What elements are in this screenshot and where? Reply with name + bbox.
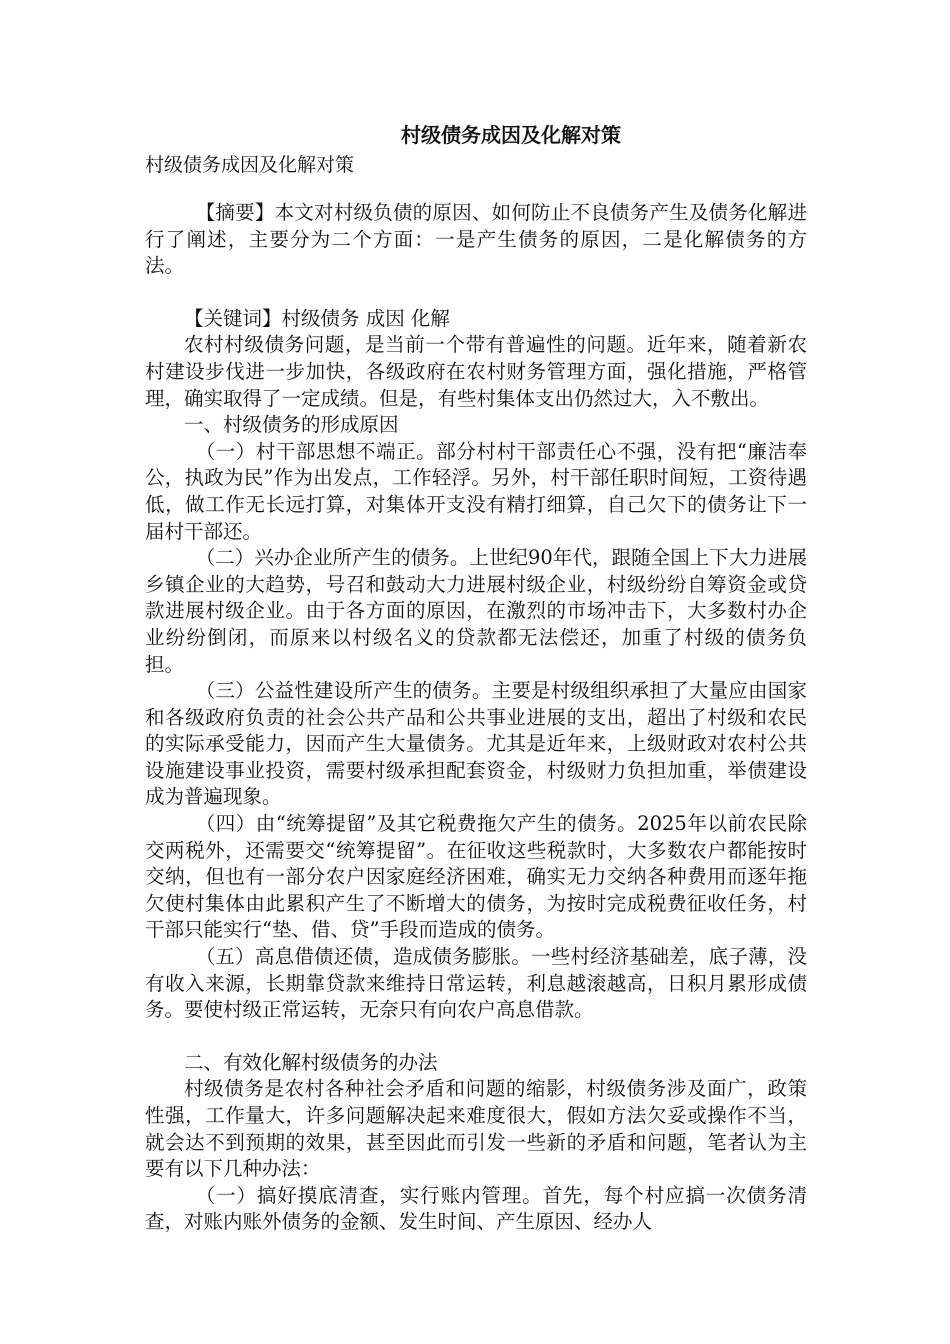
- body-paragraph: （三）公益性建设所产生的债务。主要是村级组织承担了大量应由国家和各级政府负责的社会公共产品和公共事业进展的支出，超出了村级和农民的实际承受能力，因而产生大量债务。尤其是近年来，上级财政对农村公共设施建设事业投资，需要村级承担配套资金，村级财力负担加重，举债建设成为普遍现象。: [145, 679, 807, 809]
- body-paragraph: （四）由“统筹提留”及其它税费拖欠产生的债务。2025年以前农民除交两税外，还需要交“统筹提留”。在征收这些税款时，大多数农户都能按时交纳，但也有一部分农户因家庭经济困难，确实无力交纳各种费用而逐年拖欠使村集体由此累积产生了不断增大的债务，为按时完成税费征收任务，村干部只能实行“垫、借、贷”手段而造成的债务。: [145, 812, 807, 942]
- body-paragraph: （五）高息借债还债，造成债务膨胀。一些村经济基础差，底子薄，没有收入来源，长期靠贷款来维持日常运转，利息越滚越高，日积月累形成债务。要使村级正常运转，无奈只有向农户高息借款。: [145, 945, 807, 1022]
- body-paragraph: （一）村干部思想不端正。部分村村干部责任心不强，没有把“廉洁奉公，执政为民”作为出发点，工作轻浮。另外，村干部任职时间短，工资待遇低，做工作无长远打算，对集体开支没有精打细算，自己欠下的债务让下一届村干部还。: [145, 439, 807, 543]
- intro-paragraph: 农村村级债务问题，是当前一个带有普遍性的问题。近年来，随着新农村建设步伐进一步加快，各级政府在农村财务管理方面，强化措施，严格管理，确实取得了一定成绩。但是，有些村集体支出仍然过大，入不敷出。: [145, 333, 807, 410]
- body-paragraph: （一）搞好摸底清查，实行账内管理。首先，每个村应搞一次债务清查，对账内账外债务的金额、发生时间、产生原因、经办人: [145, 1183, 807, 1234]
- body-paragraph: （二）兴办企业所产生的债务。上世纪90年代，跟随全国上下大力进展乡镇企业的大趋势，号召和鼓动大力进展村级企业，村级纷纷自筹资金或贷款进展村级企业。由于各方面的原因，在激烈的市场冲击下，大多数村办企业纷纷倒闭，而原来以村级名义的贷款都无法偿还，加重了村级的债务负担。: [145, 546, 807, 676]
- keywords-paragraph: 【关键词】村级债务 成因 化解: [184, 306, 450, 330]
- document-page: [145, 118, 807, 1236]
- abstract-paragraph: 【摘要】本文对村级负债的原因、如何防止不良债务产生及债务化解进行了阐述，主要分为二个方面：一是产生债务的原因，二是化解债务的方法。: [145, 201, 807, 278]
- section-heading: 二、有效化解村级债务的办法: [184, 1050, 438, 1074]
- document-subtitle: 村级债务成因及化解对策: [145, 154, 355, 176]
- body-paragraph: 村级债务是农村各种社会矛盾和问题的缩影，村级债务涉及面广，政策性强，工作量大，许多问题解决起来难度很大，假如方法欠妥或操作不当，就会达不到预期的效果，甚至因此而引发一些新的矛盾和问题，笔者认为主要有以下几种办法：: [145, 1077, 807, 1181]
- document-title: 村级债务成因及化解对策: [401, 123, 621, 147]
- section-heading: 一、村级债务的形成原因: [184, 413, 399, 437]
